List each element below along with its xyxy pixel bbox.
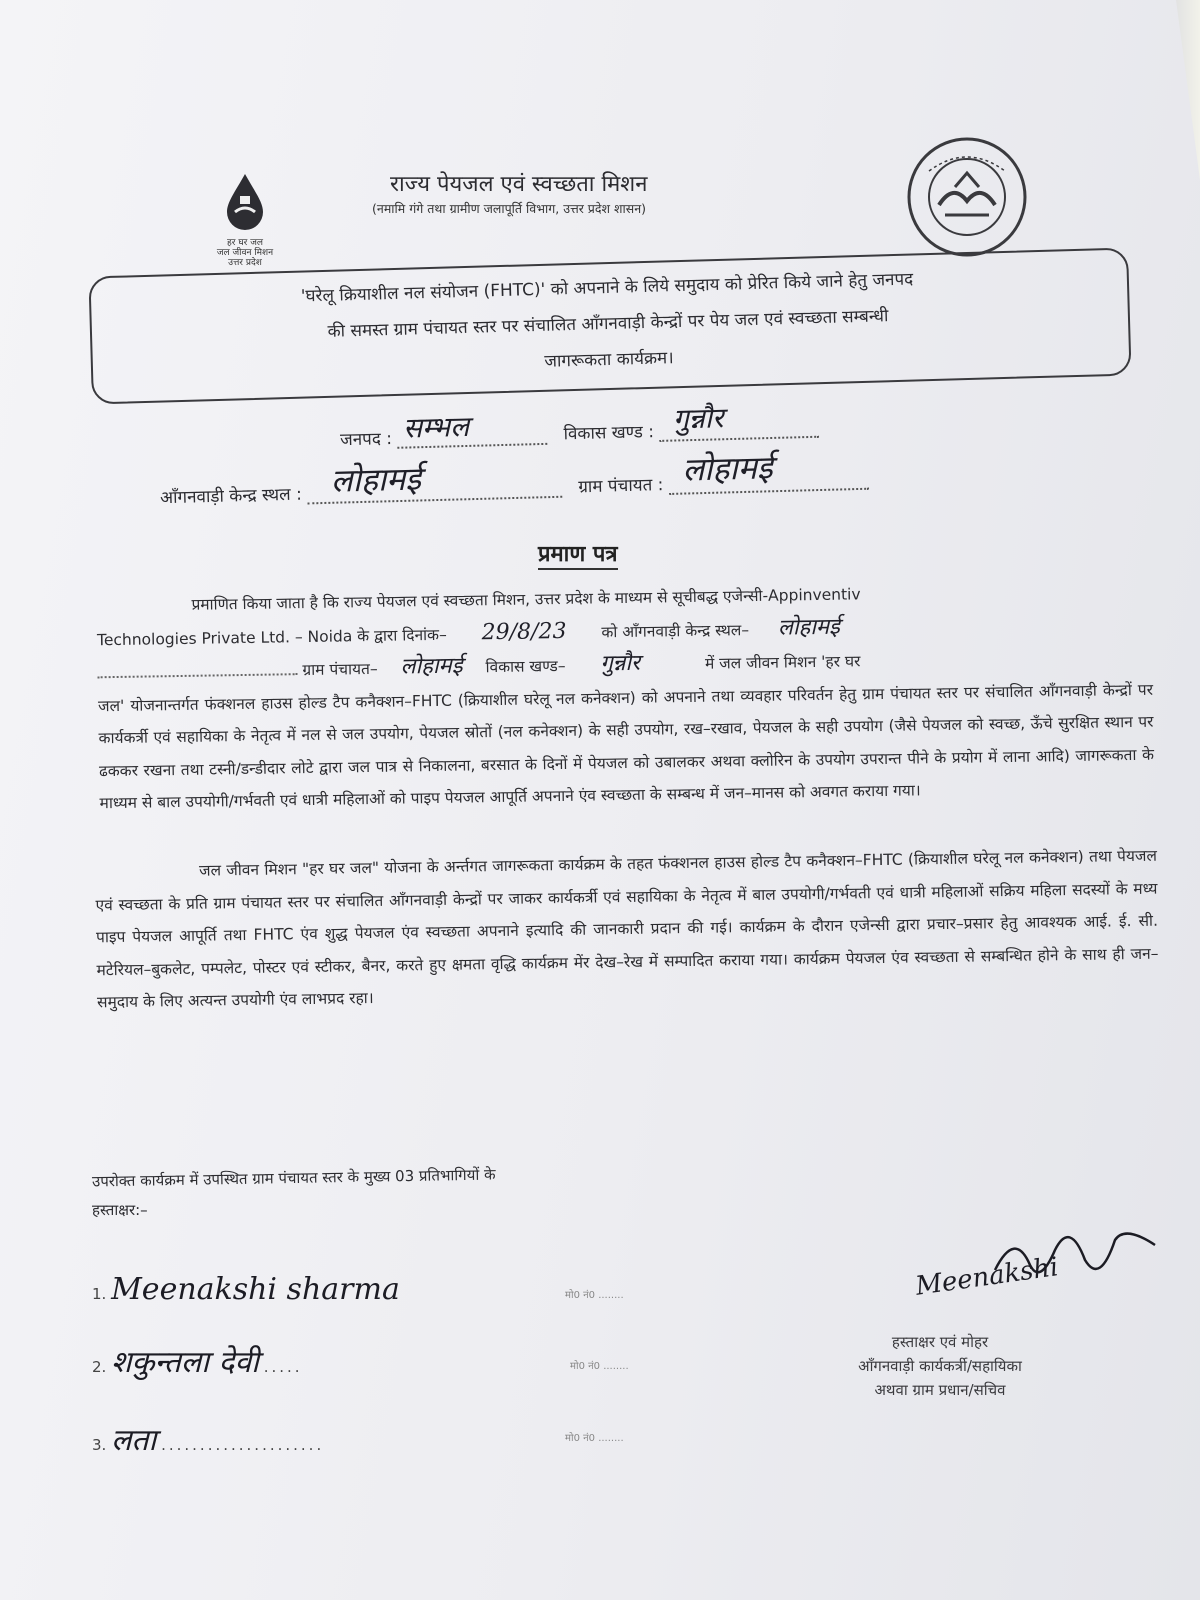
official-signature-caption — [800, 1330, 1080, 1402]
signatures-intro: उपरोक्त कार्यक्रम में उपस्थित ग्राम पंचायत स्तर के मुख्य 03 प्रतिभागियों के — [91, 1165, 496, 1191]
signature-dots-2: ..... — [263, 1358, 303, 1376]
center-label: आँगनवाड़ी केन्द्र स्थल : — [159, 484, 303, 509]
p1-line-1: प्रमाणित किया जाता है कि राज्य पेयजल एवं स्वच्छता मिशन, उत्तर प्रदेश के माध्यम से सूचीबद्ध एजेन्सी-Appinventiv — [191, 585, 861, 614]
block-label: विकास खण्ड : — [563, 422, 655, 445]
mobile-label-1: मो0 नं0 ........ — [565, 1290, 624, 1301]
logo-line-3: उत्तर प्रदेश — [228, 258, 262, 268]
p1-blank-dots — [97, 655, 297, 678]
gp-value: लोहामई — [681, 448, 774, 489]
official-signature: Meenakshi — [913, 1252, 1061, 1302]
mobile-label-3: मो0 नं0 ........ — [565, 1433, 624, 1444]
signatures-intro-2: हस्ताक्षर:– — [92, 1201, 148, 1219]
signature-number-2: 2. — [92, 1358, 107, 1376]
signature-name-2: शकुन्तला देवी — [111, 1345, 259, 1380]
mission-subtitle: (नमामि गंगे तथा ग्रामीण जलापूर्ति विभाग, उत्तर प्रदेश शासन) — [372, 201, 647, 216]
participant-signature-1 — [92, 1272, 400, 1307]
page-fold-shadow — [1160, 0, 1200, 180]
up-government-seal-icon — [905, 135, 1030, 260]
certificate-paragraph-1 — [96, 574, 1154, 820]
p1-block-value: गुन्नौर — [600, 650, 641, 677]
district-value: सम्भल — [402, 409, 470, 445]
mission-title: राज्य पेयजल एवं स्वच्छता मिशन — [390, 172, 648, 197]
participant-signature-2 — [92, 1340, 303, 1381]
block-field — [659, 401, 820, 442]
gp-label: ग्राम पंचायत : — [578, 475, 664, 498]
block-value: गुन्नौर — [672, 401, 724, 436]
center-field — [307, 459, 563, 505]
district-block-row — [339, 401, 820, 451]
signature-name-3: लता — [111, 1423, 157, 1458]
district-field — [397, 409, 548, 449]
participant-signature-3 — [92, 1418, 324, 1459]
mobile-label-2: मो0 नं0 ........ — [570, 1361, 629, 1372]
p1-date-value: 29/8/23 — [481, 618, 567, 645]
p1-line-3-c: में जल जीवन मिशन 'हर घर — [704, 652, 861, 673]
logo-line-2: जल जीवन मिशन — [216, 248, 274, 258]
program-title-line-1: 'घरेलू क्रियाशील नल संयोजन (FHTC)' को अपनाने के लिये समुदाय को प्रेरित किये जाने हेतु जनपद — [300, 269, 914, 307]
certificate-title: प्रमाण पत्र — [538, 538, 618, 570]
p1-line-2-b: को आँगनवाड़ी केन्द्र स्थल– — [601, 620, 750, 641]
logo-line-1: हर घर जल — [227, 238, 263, 248]
har-ghar-jal-logo — [190, 170, 300, 268]
district-label: जनपद : — [339, 428, 393, 451]
signature-number-3: 3. — [92, 1436, 107, 1454]
p1-line-2-a: Technologies Private Ltd. – Noida के द्वारा दिनांक– — [96, 625, 447, 649]
p1-rest: जल' योजनान्तर्गत फंक्शनल हाउस होल्ड टैप कनैक्शन–FHTC (क्रियाशील घरेलू नल कनेक्शन) को अपनाने तथा व्यवहार परिवर्तन हेतु ग्राम पंचायत स्तर पर संचालित आँगनवाड़ी केन्द्रों पर कार्यकर्त्री एवं सहायिका के नेतृत्व में नल से जल उपयोग, पेयजल स्रोतों (नल कनेक्शन) के सही उपयोग, रख–रखाव, पेयजल के सही उपयोग (जैसे पेयजल को स्वच्छ, ऊँचे सुरक्षित स्थान पर ढककर रखना तथा टस्नी/डन्डीदार लोटे द्वारा जल पात्र से निकालना, बरसात के दिनों में पेयजल को उबालकर अथवा क्लोरिन के उपयोग उपरान्त पीने के प्रयोग में लाना आदि) जागरूकता के माध्यम से बाल उपयोगी/गर्भवती एवं धात्री महिलाओं को पाइप पेयजल आपूर्ति अपनाने एंव स्वच्छता के सम्बन्ध में जन–मानस को अवगत कराया गया। — [97, 680, 1155, 813]
p1-line-3-b: विकास खण्ड– — [485, 656, 566, 677]
program-title-line-3: जागरूकता कार्यक्रम। — [544, 348, 674, 372]
signature-name-1: Meenakshi sharma — [111, 1272, 400, 1307]
p1-line-3-a: ग्राम पंचायत– — [302, 659, 378, 680]
certificate-paragraph-2: जल जीवन मिशन "हर घर जल" योजना के अर्न्तगत जागरूकता कार्यक्रम के तहत फंक्शनल हाउस होल्ड टैप कनैक्शन–FHTC (क्रियाशील घरेलू नल कनेक्शन) तथा पेयजल एवं स्वच्छता के प्रति ग्राम पंचायत स्तर पर संचालित आँगनवाड़ी केन्द्रों पर जाकर कार्यकर्त्री एवं सहायिका के नेतृत्व में बाल उपयोगी/गर्भवती एवं धात्री महिलाओं सक्रिय महिला सदस्यों के मध्य पाइप पेयजल आपूर्ति तथा FHTC एंव शुद्ध पेयजल एंव स्वच्छता अपनाने इत्यादि की जानकारी प्रदान की गई। कार्यक्रम के दौरान एजेन्सी द्वारा प्रचार–प्रसार हेतु आवश्यक आई. ई. सी. मटेरियल–बुकलेट, पम्पलेट, पोस्टर एवं स्टीकर, बैनर, करते हुए क्षमता वृद्धि कार्यक्रम मेंर देख–रेख में सम्पादित कराया गया। कार्यक्रम पेयजल एंव स्वच्छता से सम्बन्धित होने के साथ ही जन–समुदाय के लिए अत्यन्त उपयोगी एंव लाभप्रद रहा। — [95, 846, 1159, 1012]
p1-center-value: लोहामई — [777, 614, 841, 641]
official-caption-line-1: हस्ताक्षर एवं मोहर — [891, 1333, 989, 1351]
signature-number-1: 1. — [92, 1285, 107, 1303]
official-caption-line-3: अथवा ग्राम प्रधान/सचिव — [874, 1381, 1006, 1399]
signature-scribble-icon — [990, 1215, 1160, 1285]
p1-gp-value: लोहामई — [400, 653, 463, 680]
signature-dots-3: ..................... — [161, 1436, 325, 1454]
program-title-line-2: की समस्त ग्राम पंचायत स्तर पर संचालित आँगनवाड़ी केन्द्रों पर पेय जल एवं स्वच्छता सम्बन्धी — [327, 306, 889, 342]
center-gp-row — [159, 448, 869, 509]
gp-field — [668, 448, 869, 495]
water-drop-icon — [213, 170, 277, 234]
official-caption-line-2: आँगनवाड़ी कार्यकर्त्री/सहायिका — [858, 1357, 1022, 1375]
center-value: लोहामई — [330, 459, 422, 500]
